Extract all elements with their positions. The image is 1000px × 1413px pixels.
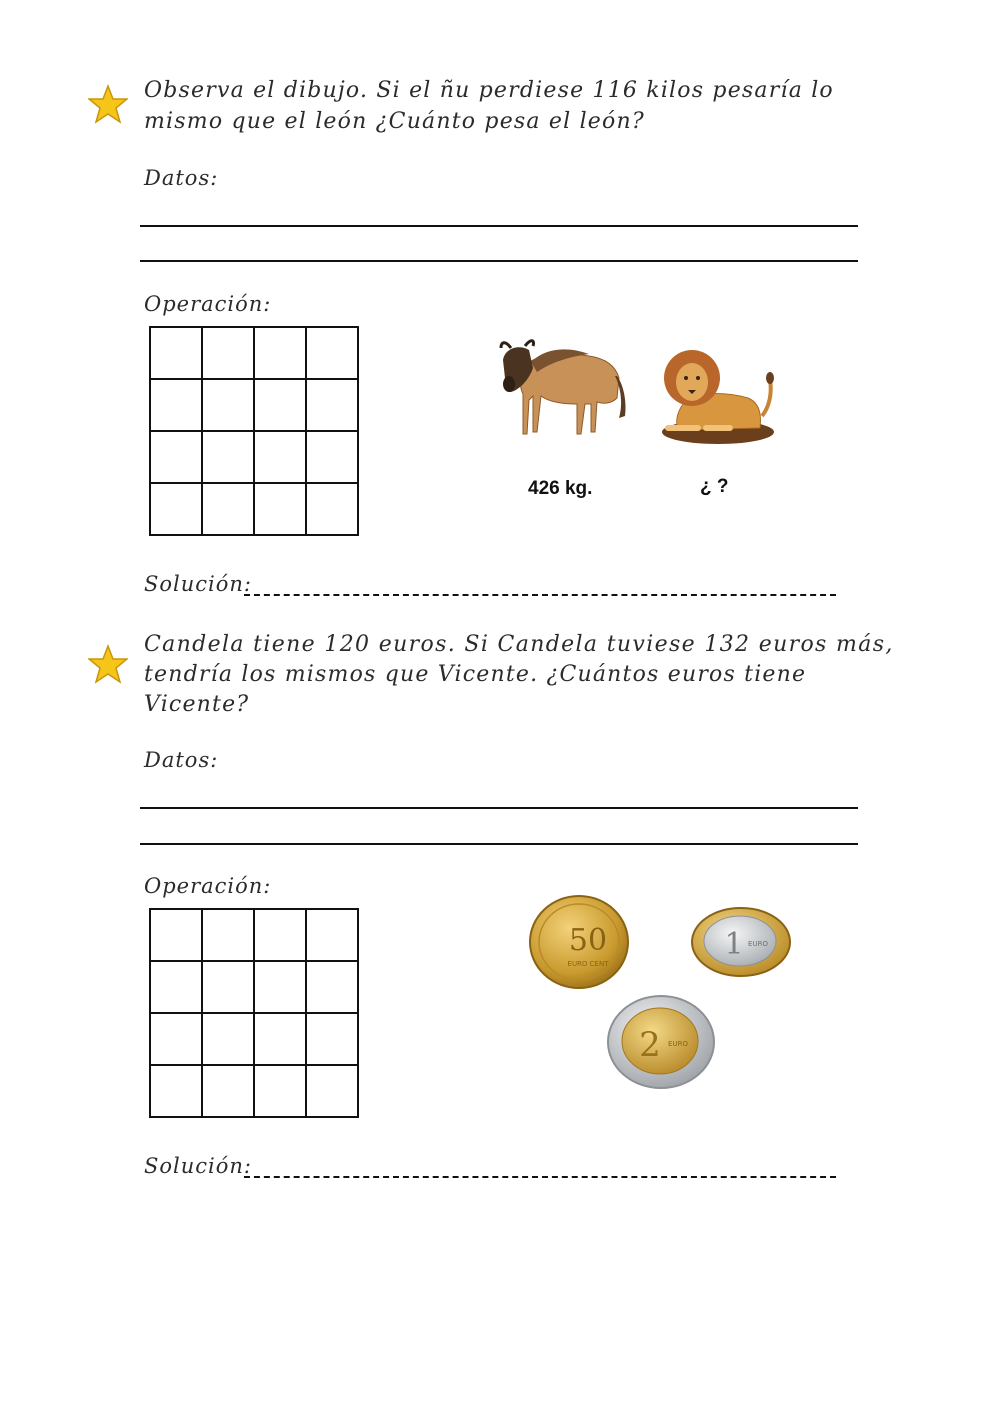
problem2-operation-grid[interactable] (149, 908, 359, 1118)
coin-50-value: 50 (568, 923, 608, 958)
problem2-statement-line2: tendría los mismos que Vicente. ¿Cuántos euros tiene (144, 662, 807, 687)
problem1-solucion-line[interactable] (244, 594, 836, 596)
problem2-statement-line1: Candela tiene 120 euros. Si Candela tuviese 132 euros más, (144, 632, 894, 657)
problem1-datos-line-2[interactable] (140, 260, 858, 262)
problem1-statement-line1: Observa el dibujo. Si el ñu perdiese 116 kilos pesaría lo (144, 78, 834, 103)
coin-50-unit: EURO CENT (567, 960, 609, 968)
problem1-datos-label: Datos: (144, 166, 219, 190)
star-icon (88, 644, 128, 684)
wildebeest-image (497, 334, 629, 442)
problem2-solucion-label: Solución: (144, 1154, 252, 1178)
lion-image (658, 346, 780, 446)
problem1-operacion-label: Operación: (144, 292, 272, 316)
problem1-operation-grid[interactable] (149, 326, 359, 536)
coin-2-euro-image (606, 994, 716, 1090)
problem2-operacion-label: Operación: (144, 874, 272, 898)
problem2-datos-label: Datos: (144, 748, 219, 772)
coin-1-euro-image (690, 904, 792, 978)
wildebeest-weight-caption: 426 kg. (528, 478, 593, 499)
coin-2-unit: EURO (668, 1040, 688, 1048)
problem2-datos-line-2[interactable] (140, 843, 858, 845)
coin-2-value: 2 (639, 1025, 661, 1065)
lion-weight-caption: ¿ ? (700, 476, 729, 497)
problem2-solucion-line[interactable] (244, 1176, 836, 1178)
problem2-datos-line-1[interactable] (140, 807, 858, 809)
coin-50-cent-image (528, 894, 630, 990)
problem2-statement-line3: Vicente? (144, 692, 250, 717)
problem1-solucion-label: Solución: (144, 572, 252, 596)
coin-1-unit: EURO (748, 940, 768, 948)
star-icon (88, 84, 128, 124)
problem1-statement-line2: mismo que el león ¿Cuánto pesa el león? (144, 109, 645, 134)
problem1-datos-line-1[interactable] (140, 225, 858, 227)
coin-1-value: 1 (724, 927, 744, 962)
